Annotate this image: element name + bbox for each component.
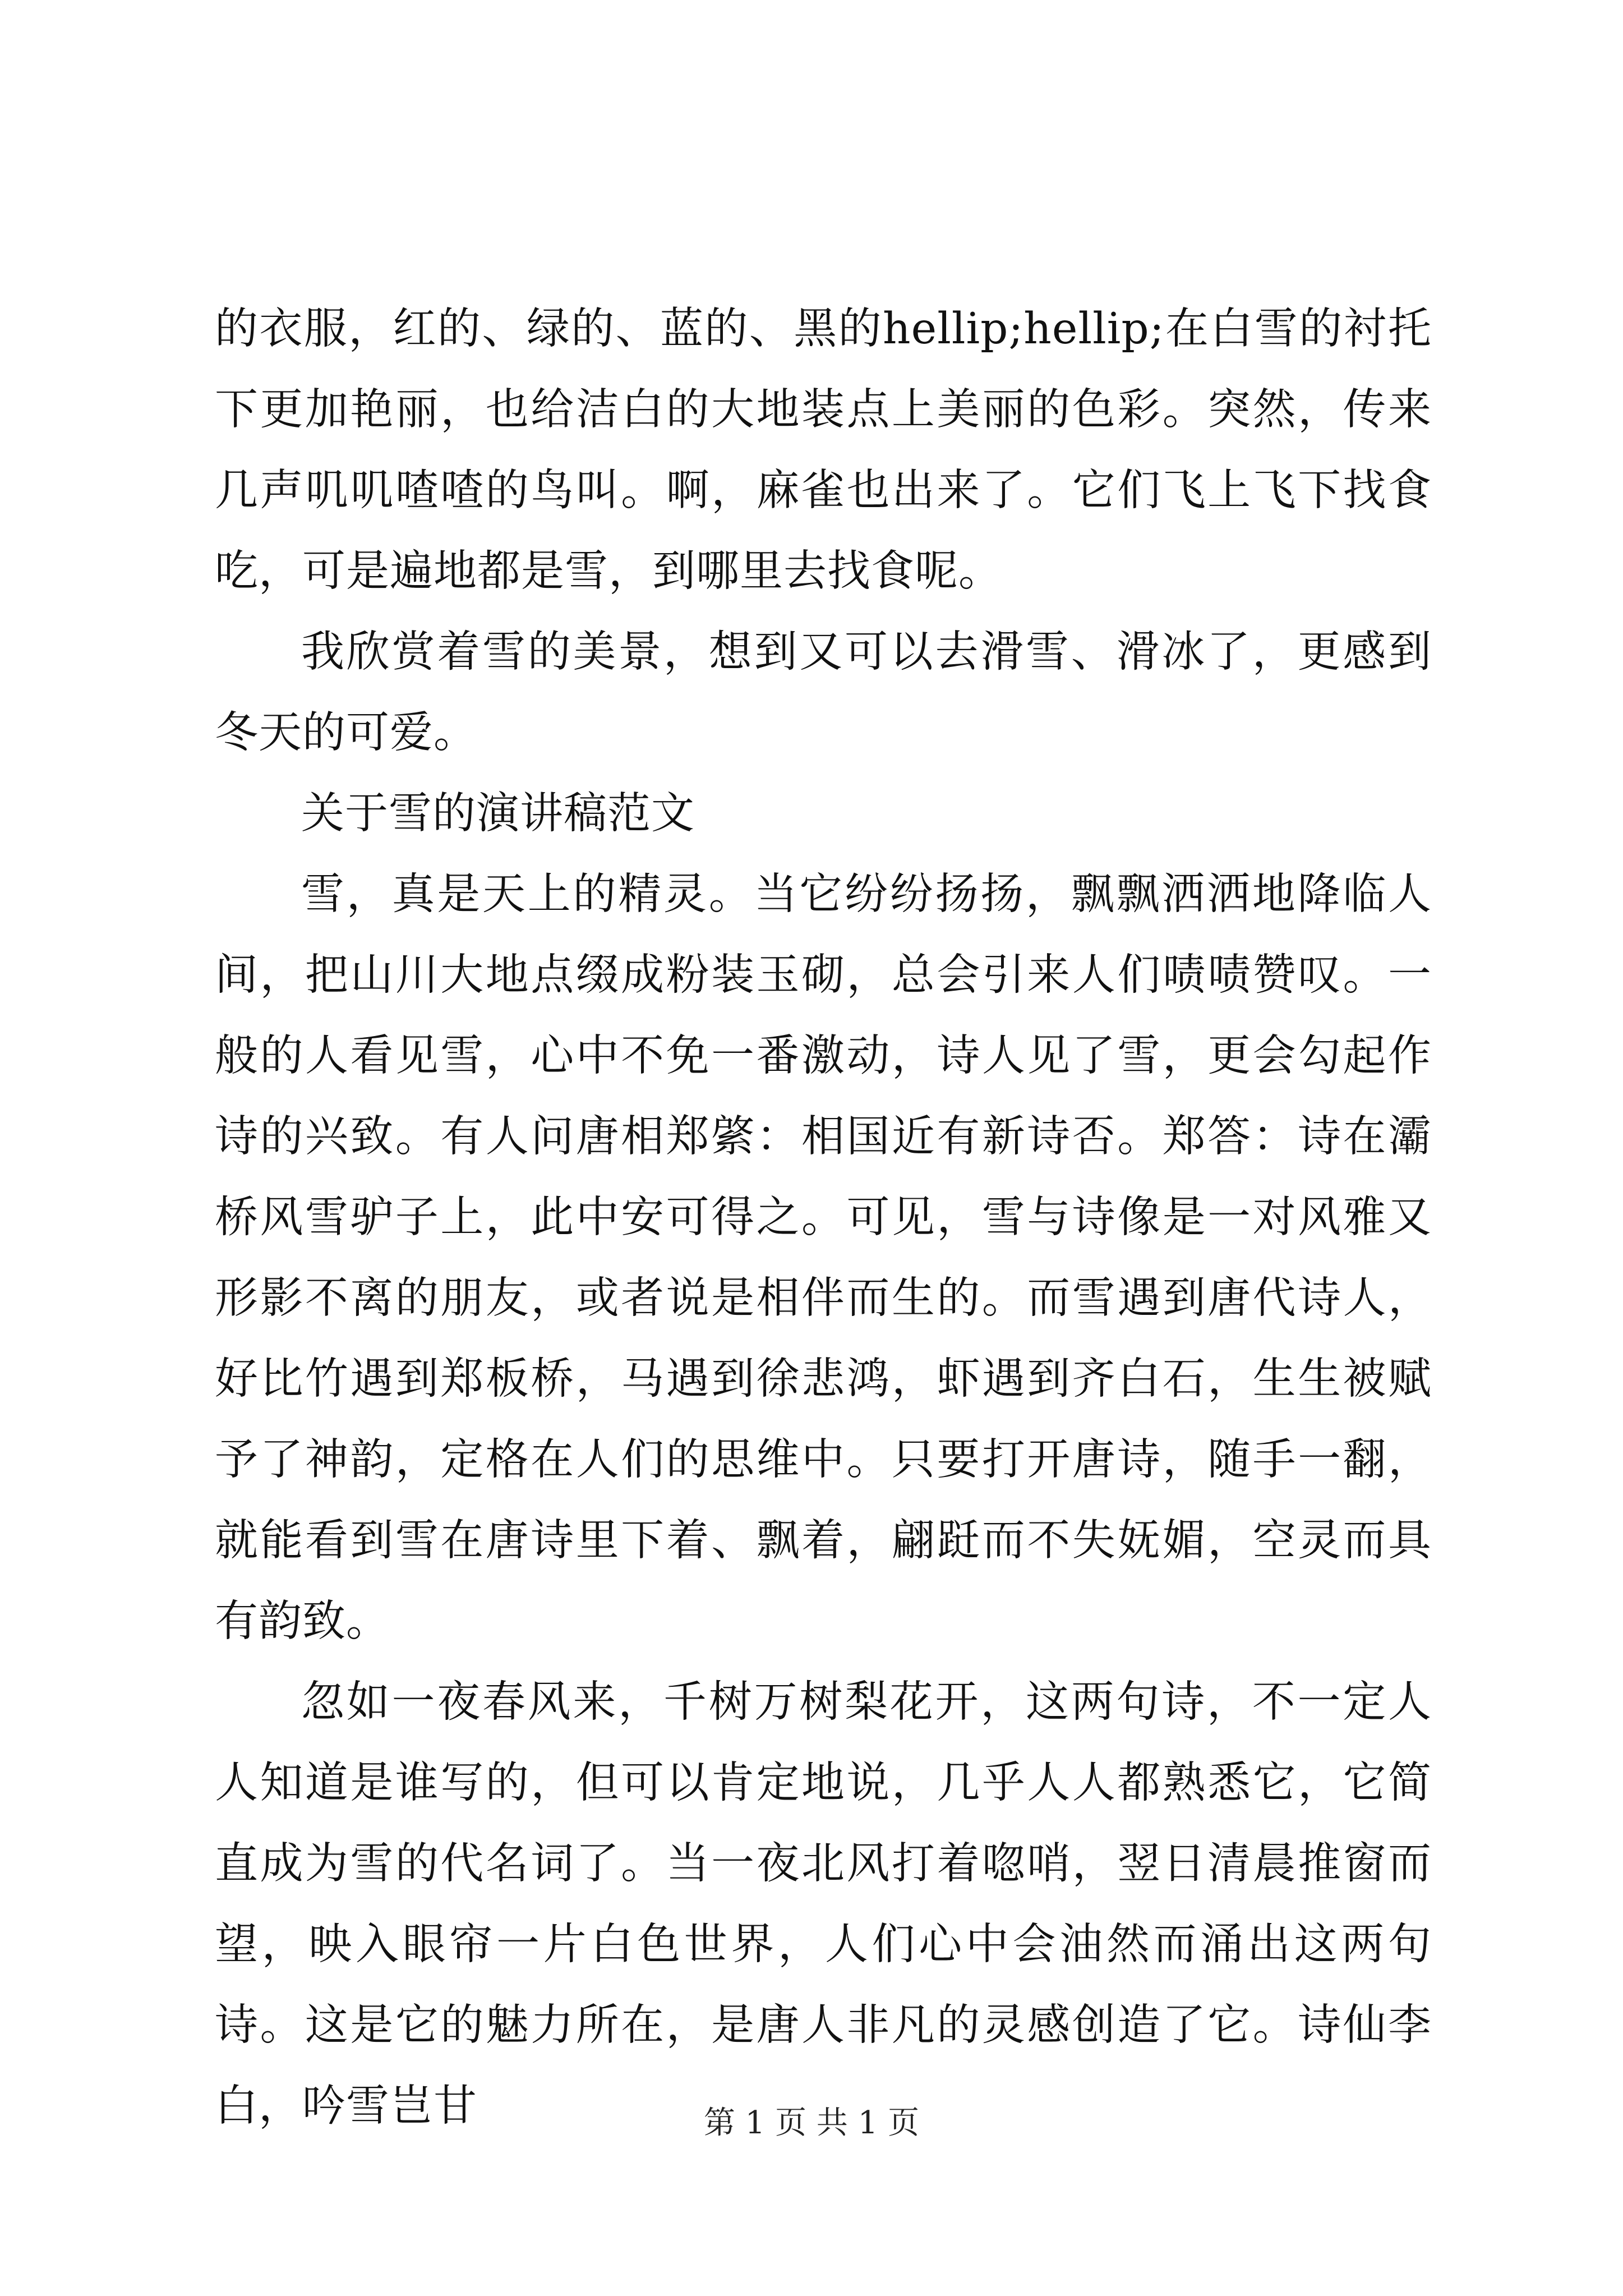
paragraph-1: 的衣服，红的、绿的、蓝的、黑的hellip;hellip;在白雪的衬托下更加艳丽，也给洁白的大地装点上美丽的色彩。突然，传来几声叽叽喳喳的鸟叫。啊，麻雀也出来了。它们飞上飞下找食吃，可是遍地都是雪，到哪里去找食呢。: [215, 304, 1432, 596]
paragraph-2: 我欣赏着雪的美景，想到又可以去滑雪、滑冰了，更感到冬天的可爱。: [215, 627, 1432, 758]
paragraph-4: 忽如一夜春风来，千树万树梨花开，这两句诗，不一定人人知道是谁写的，但可以肯定地说，几乎人人都熟悉它，它简直成为雪的代名词了。当一夜北风打着唿哨，翌日清晨推窗而望，映入眼帘一片白色世界，人们心中会油然而涌出这两句诗。这是它的魅力所在，是唐人非凡的灵感创造了它。诗仙李白，吟雪岂甘: [215, 1677, 1432, 2131]
document-body: [215, 289, 1432, 2147]
paragraph-3: 雪，真是天上的精灵。当它纷纷扬扬，飘飘洒洒地降临人间，把山川大地点缀成粉装玉砌，总会引来人们啧啧赞叹。一般的人看见雪，心中不免一番激动，诗人见了雪，更会勾起作诗的兴致。有人问唐相郑綮：相国近有新诗否。郑答：诗在灞桥风雪驴子上，此中安可得之。可见，雪与诗像是一对风雅又形影不离的朋友，或者说是相伴而生的。而雪遇到唐代诗人，好比竹遇到郑板桥，马遇到徐悲鸿，虾遇到齐白石，生生被赋予了神韵，定格在人们的思维中。只要打开唐诗，随手一翻，就能看到雪在唐诗里下着、飘着，翩跹而不失妩媚，空灵而具有韵致。: [215, 869, 1432, 1646]
page-number-footer: 第 1 页 共 1 页: [703, 2105, 920, 2141]
section-heading: 关于雪的演讲稿范文: [301, 789, 695, 839]
